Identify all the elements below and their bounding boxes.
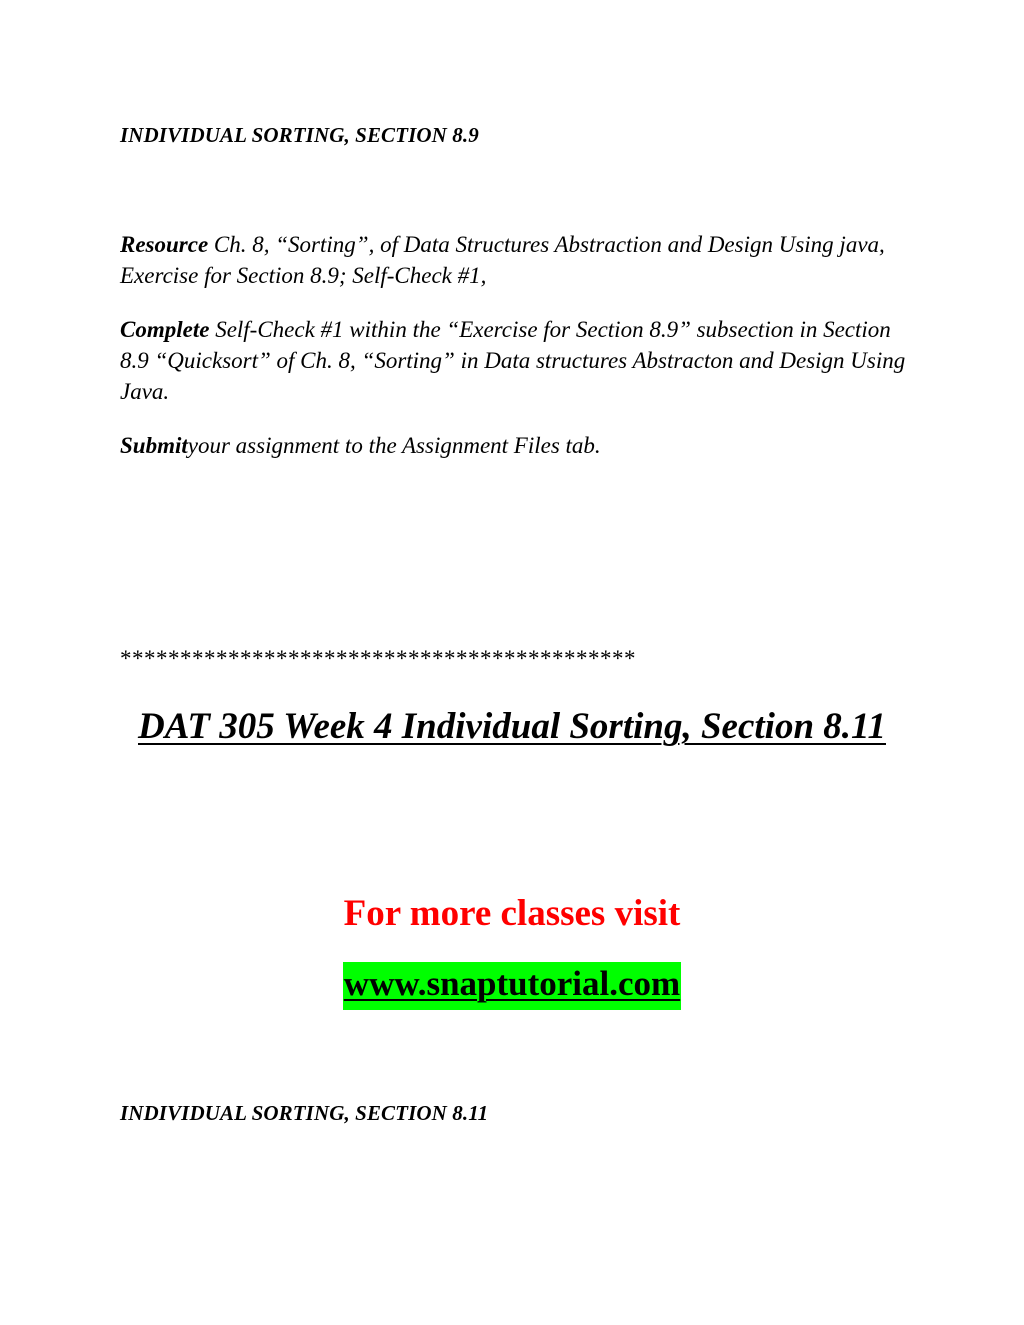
- asterisk-separator: *******************************************: [120, 646, 636, 671]
- resource-paragraph: [120, 229, 910, 291]
- submit-paragraph: [120, 430, 910, 461]
- promo-link-container: [0, 962, 1024, 1010]
- main-title: DAT 305 Week 4 Individual Sorting, Section 8.11: [138, 706, 886, 747]
- complete-lead: Complete: [120, 317, 210, 342]
- section-heading-8-9: INDIVIDUAL SORTING, SECTION 8.9: [120, 123, 479, 147]
- complete-text: Self-Check #1 within the “Exercise for Section 8.9” subsection in Section 8.9 “Quicksort” of Ch. 8, “Sorting” in Data structures Abstracton and Design Using Java.: [120, 317, 906, 404]
- resource-lead: Resource: [120, 232, 209, 257]
- complete-paragraph: [120, 314, 910, 407]
- snaptutorial-link[interactable]: www.snaptutorial.com: [343, 962, 681, 1010]
- resource-text: Ch. 8, “Sorting”, of Data Structures Abstraction and Design Using java, Exercise for Section 8.9; Self-Check #1,: [120, 232, 885, 288]
- section-heading-8-11: INDIVIDUAL SORTING, SECTION 8.11: [120, 1101, 489, 1125]
- submit-lead: Submit: [120, 433, 188, 458]
- promo-text: For more classes visit: [343, 893, 681, 934]
- submit-text: your assignment to the Assignment Files tab.: [187, 433, 601, 458]
